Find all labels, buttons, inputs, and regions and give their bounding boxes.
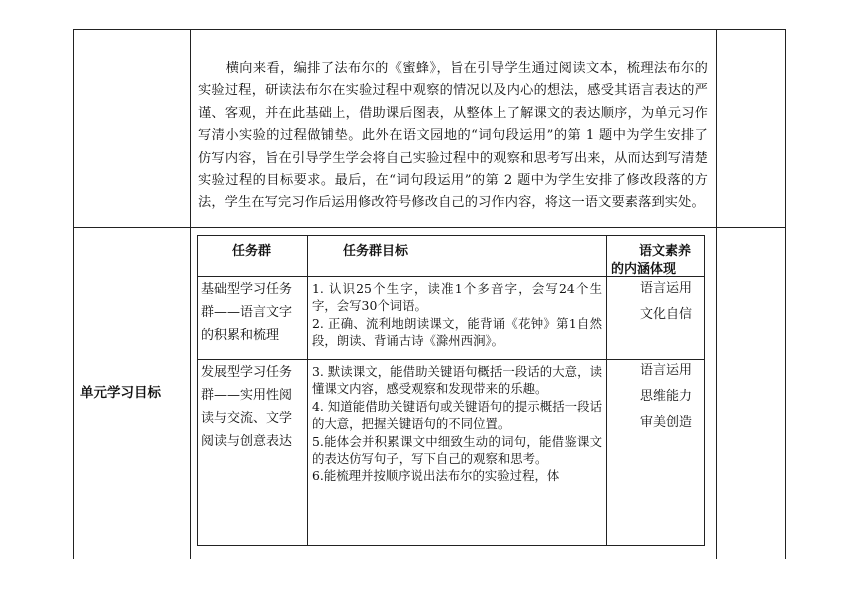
unit-goals-label: 单元学习目标: [80, 385, 161, 401]
literacy-item: 语言运用: [640, 363, 693, 378]
literacy-item: 文化自信: [640, 307, 693, 322]
row1-goals: [312, 280, 602, 350]
inner-col-divider-1: [307, 235, 308, 546]
row1-task-group: 基础型学习任务 群——语言文字 的积累和梳理: [201, 282, 293, 343]
inner-left-border: [197, 235, 198, 546]
row1-literacy: [640, 276, 702, 328]
goal-item: 5.能体会并积累课文中细致生动的词句，能借鉴课文的表达仿写句子，写下自己的观察和思考。: [312, 433, 602, 467]
goal-item: 1. 认识25个生字，读准1个多音字，会写24个生字，会写30个词语。: [312, 281, 602, 314]
inner-bottom-border: [197, 545, 704, 546]
inner-right-border: [704, 235, 705, 546]
row2-literacy: [640, 358, 702, 436]
header-literacy-line2: 的内涵体现: [611, 262, 677, 277]
row2-task-group: 发展型学习任务 群——实用性阅 读与交流、文学 阅读与创意表达: [201, 365, 293, 449]
outer-col-divider-1: [190, 29, 191, 559]
goal-item: 2. 正确、流利地朗读课文，能背诵《花钟》第1自然段，朗读、背诵古诗《滁州西涧》。: [312, 315, 602, 349]
goal-item: 6.能梳理并按顺序说出法布尔的实验过程，体: [312, 468, 560, 484]
outer-col-divider-2: [716, 29, 717, 559]
header-task-goal: 任务群目标: [343, 244, 409, 259]
inner-top-border: [197, 235, 704, 236]
intro-paragraph: 横向来看，编排了法布尔的《蜜蜂》，旨在引导学生通过阅读文本，梳理法布尔的实验过程，研读法布尔在实验过程中观察的情况以及内心的想法，感受其语言表达的严谨、客观，并在此基础上，借助课后图表，从整体上了解课文的表达顺序，为单元习作写清小实验的过程做铺垫。此外在语文园地的“词句段运用”的第 1 题中为学生安排了仿写内容，旨在引导学生学会将自己实验过程中的观察和思考写出来，从而达到写清楚实验过程的目标要求。最后，在“词句段运用”的第 2 题中为学生安排了修改段落的方法，学生在写完习作后运用修改符号修改自己的习作内容，将这一语文要素落到实处。: [198, 61, 708, 211]
outer-row-divider: [73, 227, 785, 228]
header-task-group: 任务群: [232, 244, 272, 259]
row2-goals: [312, 363, 602, 544]
outer-right-border: [785, 29, 786, 559]
literacy-item: 审美创造: [640, 415, 693, 430]
inner-col-divider-2: [606, 235, 607, 546]
inner-row-divider: [197, 359, 704, 360]
literacy-item: 语言运用: [640, 281, 693, 296]
outer-top-border: [73, 29, 785, 30]
header-literacy-line1: 语文素养: [639, 244, 692, 259]
outer-left-border: [73, 29, 74, 559]
literacy-item: 思维能力: [640, 389, 693, 404]
goal-item: 3. 默读课文，能借助关键语句概括一段话的大意，读懂课文内容，感受观察和发现带来的乐趣。: [312, 364, 602, 397]
goal-item: 4. 知道能借助关键语句或关键语句的提示概括一段话的大意，把握关键语句的不同位置。: [312, 398, 602, 432]
